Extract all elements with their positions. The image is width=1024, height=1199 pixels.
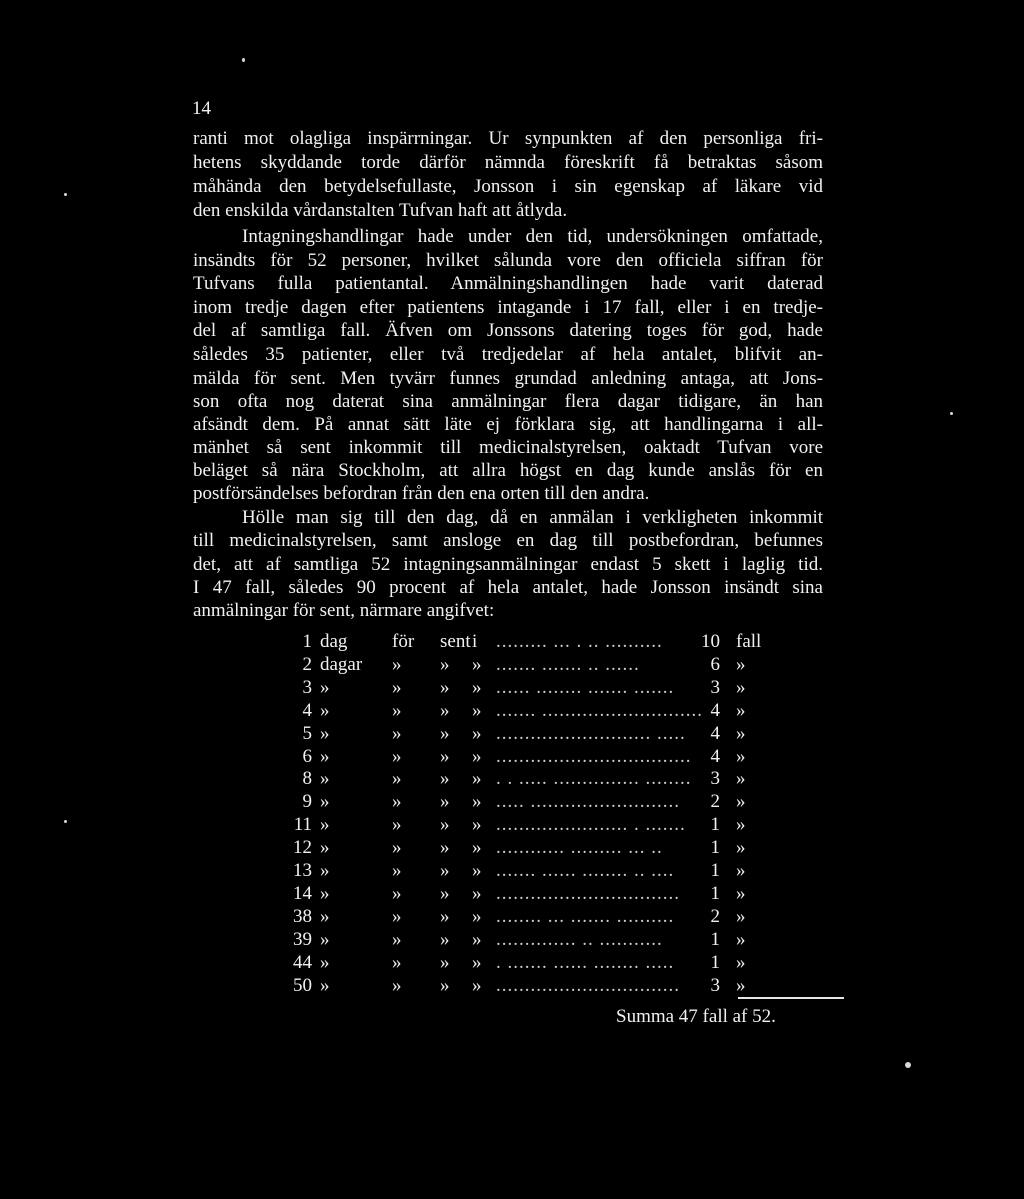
ditto-2: » bbox=[440, 791, 450, 813]
text-line: beläget så nära Stockholm, att allra högst en dag kunde anslås för en bbox=[193, 460, 823, 481]
ditto-3: » bbox=[472, 814, 482, 836]
text-line: insändts för 52 personer, hvilket sålunda vore den officiela siffran för bbox=[193, 250, 823, 271]
ditto-2: sent bbox=[440, 631, 471, 652]
case-unit: » bbox=[736, 882, 746, 904]
ditto-1: » bbox=[392, 814, 402, 836]
print-speck bbox=[64, 193, 67, 196]
ditto-1: » bbox=[392, 928, 402, 950]
ditto-1: » bbox=[392, 676, 402, 698]
day-unit: » bbox=[320, 905, 330, 927]
ditto-2: » bbox=[440, 837, 450, 859]
leader-dots: ................................ bbox=[496, 974, 680, 996]
ditto-1: » bbox=[392, 653, 402, 675]
day-count: 11 bbox=[293, 814, 312, 836]
leader-dots: .................................. bbox=[496, 745, 692, 767]
leader-dots: ....... ............................ bbox=[496, 699, 703, 721]
day-unit: » bbox=[320, 745, 330, 767]
print-speck bbox=[242, 58, 245, 62]
day-unit: » bbox=[320, 676, 330, 698]
case-unit: » bbox=[736, 768, 746, 790]
ditto-3: » bbox=[472, 837, 482, 859]
day-unit: » bbox=[320, 814, 330, 836]
ditto-1: för bbox=[392, 631, 415, 652]
day-unit: » bbox=[320, 699, 330, 721]
case-count: 1 bbox=[710, 882, 720, 904]
ditto-3: » bbox=[472, 860, 482, 881]
day-count: 14 bbox=[293, 882, 312, 904]
page-number: 14 bbox=[192, 98, 211, 119]
leader-dots: ......... ... . .. .......... bbox=[496, 631, 663, 652]
leader-dots: ....... ....... .. ...... bbox=[496, 653, 640, 675]
text-line: del af samtliga fall. Äfven om Jonssons datering toges för god, hade bbox=[193, 320, 823, 341]
leader-dots: ............ ......... ... .. bbox=[496, 837, 663, 859]
text-line: det, att af samtliga 52 intagningsanmälningar endast 5 skett i laglig tid. bbox=[193, 554, 823, 575]
tally-row bbox=[284, 654, 774, 676]
ditto-1: » bbox=[392, 768, 402, 790]
day-unit: dagar bbox=[320, 653, 363, 675]
tally-row bbox=[284, 883, 774, 905]
leader-dots: ........................... ..... bbox=[496, 722, 686, 744]
tally-row bbox=[284, 952, 774, 974]
day-unit: » bbox=[320, 837, 330, 859]
case-unit: » bbox=[736, 791, 746, 813]
day-unit: dag bbox=[320, 631, 348, 652]
case-count: 2 bbox=[710, 905, 720, 927]
text-line: Hölle man sig till den dag, då en anmälan i verkligheten inkommit bbox=[242, 507, 823, 528]
text-line: afsändt dem. På annat sätt läte ej förklara sig, att handlingarna i all- bbox=[193, 414, 823, 435]
case-unit: » bbox=[736, 699, 746, 721]
leader-dots: .............. .. ........... bbox=[496, 928, 663, 950]
text-line: Intagningshandlingar hade under den tid, undersökningen omfattade, bbox=[242, 226, 823, 247]
ditto-2: » bbox=[440, 745, 450, 767]
day-count: 2 bbox=[302, 653, 312, 675]
ditto-2: » bbox=[440, 928, 450, 950]
ditto-2: » bbox=[440, 722, 450, 744]
ditto-2: » bbox=[440, 905, 450, 927]
day-count: 38 bbox=[293, 905, 312, 927]
case-unit: » bbox=[736, 745, 746, 767]
ditto-1: » bbox=[392, 837, 402, 859]
tally-row bbox=[284, 814, 774, 836]
case-count: 10 bbox=[701, 631, 720, 652]
day-unit: » bbox=[320, 722, 330, 744]
tally-row bbox=[284, 677, 774, 699]
ditto-1: » bbox=[392, 699, 402, 721]
leader-dots: ....... ...... ........ .. .... bbox=[496, 860, 675, 881]
text-line: mänhet så sent inkommit till medicinalstyrelsen, oaktadt Tufvan vore bbox=[193, 437, 823, 458]
case-unit: » bbox=[736, 814, 746, 836]
case-unit: » bbox=[736, 974, 746, 996]
day-count: 44 bbox=[293, 951, 312, 973]
day-unit: » bbox=[320, 974, 330, 996]
case-count: 1 bbox=[710, 837, 720, 859]
leader-dots: ........ ... ....... .......... bbox=[496, 905, 675, 927]
print-speck bbox=[64, 820, 67, 823]
tally-row bbox=[284, 723, 774, 745]
case-count: 3 bbox=[710, 676, 720, 698]
day-unit: » bbox=[320, 951, 330, 973]
case-count: 4 bbox=[710, 745, 720, 767]
ditto-2: » bbox=[440, 699, 450, 721]
ditto-3: » bbox=[472, 699, 482, 721]
ditto-2: » bbox=[440, 860, 450, 881]
tally-row bbox=[284, 929, 774, 951]
case-count: 2 bbox=[710, 791, 720, 813]
case-count: 1 bbox=[710, 951, 720, 973]
case-unit: » bbox=[736, 905, 746, 927]
ditto-3: i bbox=[472, 631, 478, 652]
day-count: 5 bbox=[302, 722, 312, 744]
case-unit: » bbox=[736, 676, 746, 698]
text-line: den enskilda vårdanstalten Tufvan haft att åtlyda. bbox=[193, 200, 568, 221]
day-count: 9 bbox=[302, 791, 312, 813]
ditto-1: » bbox=[392, 951, 402, 973]
day-count: 8 bbox=[302, 768, 312, 790]
ditto-3: » bbox=[472, 768, 482, 790]
ditto-2: » bbox=[440, 653, 450, 675]
text-line: Tufvans fulla patientantal. Anmälningshandlingen hade varit daterad bbox=[193, 273, 823, 294]
leader-dots: ................................ bbox=[496, 882, 680, 904]
day-count: 50 bbox=[293, 974, 312, 996]
day-count: 4 bbox=[302, 699, 312, 721]
case-unit: » bbox=[736, 837, 746, 859]
text-line: mälda för sent. Men tyvärr funnes grundad anledning antaga, att Jons- bbox=[193, 368, 823, 389]
day-count: 13 bbox=[293, 860, 312, 881]
tally-row bbox=[284, 768, 774, 790]
leader-dots: . ....... ...... ........ ..... bbox=[496, 951, 675, 973]
tally-row bbox=[284, 791, 774, 813]
case-unit: » bbox=[736, 860, 746, 881]
tally-row bbox=[284, 746, 774, 768]
case-count: 3 bbox=[710, 768, 720, 790]
text-line: ranti mot olagliga inspärrningar. Ur synpunkten af den personliga fri- bbox=[193, 128, 823, 149]
ditto-2: » bbox=[440, 882, 450, 904]
ditto-2: » bbox=[440, 676, 450, 698]
tally-row bbox=[284, 860, 774, 882]
ditto-3: » bbox=[472, 745, 482, 767]
text-line: anmälningar för sent, närmare angifvet: bbox=[193, 600, 495, 621]
day-count: 39 bbox=[293, 928, 312, 950]
day-count: 1 bbox=[302, 631, 312, 652]
print-speck bbox=[950, 412, 953, 415]
ditto-3: » bbox=[472, 653, 482, 675]
ditto-3: » bbox=[472, 974, 482, 996]
text-line: måhända den betydelsefullaste, Jonsson i sin egenskap af läkare vid bbox=[193, 176, 823, 197]
ditto-2: » bbox=[440, 951, 450, 973]
text-line: I 47 fall, således 90 procent af hela antalet, hade Jonsson insändt sina bbox=[193, 577, 823, 598]
ditto-1: » bbox=[392, 745, 402, 767]
day-unit: » bbox=[320, 791, 330, 813]
ditto-2: » bbox=[440, 974, 450, 996]
ditto-3: » bbox=[472, 905, 482, 927]
case-unit: fall bbox=[736, 631, 762, 652]
text-line: således 35 patienter, eller två tredjedelar af hela antalet, blifvit an- bbox=[193, 344, 823, 365]
case-unit: » bbox=[736, 928, 746, 950]
ditto-1: » bbox=[392, 882, 402, 904]
case-count: 1 bbox=[710, 928, 720, 950]
tally-row bbox=[284, 700, 774, 722]
ditto-1: » bbox=[392, 974, 402, 996]
case-unit: » bbox=[736, 653, 746, 675]
leader-dots: ..... .......................... bbox=[496, 791, 680, 813]
print-speck bbox=[905, 1062, 911, 1068]
ditto-3: » bbox=[472, 791, 482, 813]
ditto-2: » bbox=[440, 814, 450, 836]
text-line: till medicinalstyrelsen, samt ansloge en dag till postbefordran, befunnes bbox=[193, 530, 823, 551]
case-count: 4 bbox=[710, 722, 720, 744]
day-count: 3 bbox=[302, 676, 312, 698]
case-unit: » bbox=[736, 951, 746, 973]
case-count: 6 bbox=[710, 653, 720, 675]
summary-line: Summa 47 fall af 52. bbox=[616, 1006, 776, 1027]
case-count: 4 bbox=[710, 699, 720, 721]
tally-row bbox=[284, 906, 774, 928]
ditto-3: » bbox=[472, 882, 482, 904]
ditto-1: » bbox=[392, 791, 402, 813]
leader-dots: ....................... . ....... bbox=[496, 814, 686, 836]
text-line: postförsändelses befordran från den ena orten till den andra. bbox=[193, 483, 650, 504]
leader-dots: . . ..... ............... ........ bbox=[496, 768, 692, 790]
sum-rule bbox=[738, 997, 844, 999]
case-unit: » bbox=[736, 722, 746, 744]
ditto-1: » bbox=[392, 905, 402, 927]
day-unit: » bbox=[320, 882, 330, 904]
case-count: 1 bbox=[710, 860, 720, 881]
day-unit: » bbox=[320, 768, 330, 790]
day-unit: » bbox=[320, 860, 330, 881]
tally-row bbox=[284, 631, 774, 653]
text-line: hetens skyddande torde därför nämnda föreskrift få betraktas såsom bbox=[193, 152, 823, 173]
ditto-1: » bbox=[392, 860, 402, 881]
text-line: son ofta nog daterat sina anmälningar flera dagar tidigare, än han bbox=[193, 391, 823, 412]
ditto-3: » bbox=[472, 928, 482, 950]
ditto-2: » bbox=[440, 768, 450, 790]
day-count: 6 bbox=[302, 745, 312, 767]
leader-dots: ...... ........ ....... ....... bbox=[496, 676, 675, 698]
case-count: 3 bbox=[710, 974, 720, 996]
ditto-1: » bbox=[392, 722, 402, 744]
tally-row bbox=[284, 975, 774, 997]
day-unit: » bbox=[320, 928, 330, 950]
ditto-3: » bbox=[472, 951, 482, 973]
day-count: 12 bbox=[293, 837, 312, 859]
ditto-3: » bbox=[472, 722, 482, 744]
tally-row bbox=[284, 837, 774, 859]
case-count: 1 bbox=[710, 814, 720, 836]
ditto-3: » bbox=[472, 676, 482, 698]
text-line: inom tredje dagen efter patientens intagande i 17 fall, eller i en tredje- bbox=[193, 297, 823, 318]
